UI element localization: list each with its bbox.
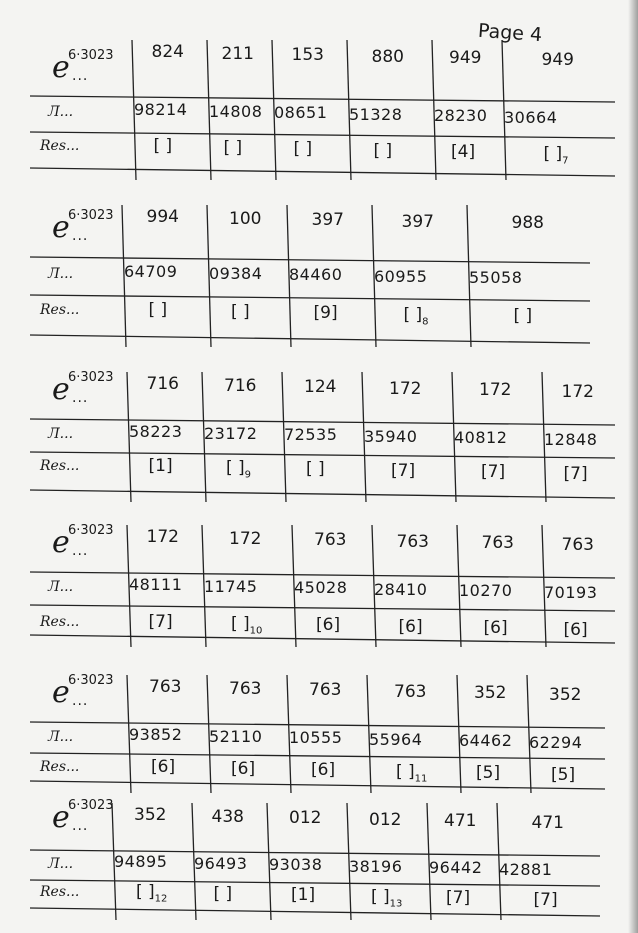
pi-digits-cell: 51328 — [349, 104, 403, 124]
result-cell — [231, 302, 250, 322]
result-cell — [374, 141, 393, 161]
result-index: 7 — [562, 154, 569, 166]
result-cell — [291, 885, 315, 905]
row-line — [30, 635, 615, 643]
column-header: 949 — [449, 48, 482, 68]
column-header: 012 — [289, 808, 322, 828]
e-dots: ... — [72, 228, 89, 244]
calc-block — [0, 525, 630, 675]
table-grid-lines — [0, 10, 630, 190]
pi-digits-cell: 64462 — [459, 731, 513, 750]
result-cell — [544, 144, 569, 166]
e-base-symbol: e — [52, 675, 70, 710]
column-header: 716 — [224, 375, 257, 396]
column-header: 763 — [394, 681, 427, 702]
calc-block — [0, 675, 630, 805]
pi-digits-cell: 23172 — [204, 423, 258, 443]
e-exponent: 6·3023 — [68, 48, 114, 63]
result-value: [6] — [316, 615, 341, 635]
column-header: 172 — [561, 381, 594, 402]
column-header: 471 — [444, 811, 477, 831]
result-cell — [391, 461, 415, 481]
result-value: [ ] — [403, 304, 423, 325]
pi-row-label: Л... — [48, 426, 74, 442]
result-value: [4] — [451, 142, 476, 162]
result-cell — [149, 300, 168, 320]
result-value: [ ] — [223, 137, 243, 158]
result-cell — [564, 464, 588, 484]
pi-digits-cell: 55964 — [369, 729, 423, 749]
pi-digits-cell: 58223 — [129, 422, 183, 441]
e-base-symbol: e — [52, 372, 70, 407]
e-dots: ... — [72, 390, 89, 406]
column-header: 763 — [314, 530, 347, 550]
result-value: [1] — [148, 456, 173, 476]
pi-digits-cell: 62294 — [529, 732, 583, 752]
row-line — [30, 335, 590, 343]
column-header: 352 — [549, 684, 582, 705]
result-value: [ ] — [306, 459, 325, 479]
e-base-symbol: e — [52, 800, 70, 835]
column-header: 172 — [389, 378, 422, 399]
result-cell — [231, 614, 262, 636]
pi-row-label: Л... — [48, 729, 74, 745]
result-value: [ ] — [396, 761, 415, 782]
pi-digits-cell: 11745 — [204, 576, 258, 596]
result-value: [6] — [483, 618, 508, 638]
e-base-symbol: e — [52, 525, 70, 560]
pi-digits-cell: 14808 — [209, 101, 263, 121]
pi-digits-cell: 28410 — [374, 579, 428, 599]
result-cell — [226, 458, 251, 480]
column-header: 716 — [146, 374, 179, 394]
pi-digits-cell: 72535 — [284, 425, 338, 444]
column-header: 763 — [396, 531, 429, 552]
pi-digits-cell: 38196 — [349, 856, 403, 876]
result-value: [ ] — [153, 136, 173, 156]
column-header: 172 — [479, 380, 512, 400]
pi-digits-cell: 08651 — [274, 103, 328, 122]
res-row-label: Res... — [40, 458, 80, 474]
e-base-symbol: e — [52, 50, 70, 85]
column-header: 988 — [511, 213, 544, 233]
column-header: 471 — [531, 812, 564, 833]
pi-digits-cell: 10555 — [289, 728, 343, 747]
result-index: 9 — [244, 468, 252, 480]
row-line — [30, 257, 590, 263]
row-line — [30, 753, 605, 759]
result-value: [6] — [398, 616, 423, 637]
result-cell — [149, 456, 173, 476]
result-value: [1] — [291, 885, 316, 905]
result-value: [ ] — [293, 139, 313, 159]
column-header: 153 — [291, 45, 324, 65]
row-line — [30, 452, 615, 458]
result-value: [7] — [533, 889, 558, 910]
result-cell — [151, 757, 175, 777]
result-cell — [224, 138, 243, 158]
result-value: [ ] — [213, 883, 233, 904]
result-cell — [481, 462, 505, 482]
calc-block — [0, 372, 630, 527]
result-cell — [231, 759, 255, 779]
pi-digits-cell: 64709 — [124, 262, 178, 281]
pi-row-label: Л... — [48, 266, 74, 282]
pi-row-label: Л... — [48, 856, 74, 872]
pi-digits-cell: 28230 — [434, 106, 488, 125]
row-line — [30, 96, 615, 102]
result-cell — [371, 887, 402, 909]
result-index: 12 — [154, 893, 168, 905]
result-cell — [404, 305, 429, 327]
pi-digits-cell: 35940 — [364, 426, 418, 446]
pi-digits-cell: 40812 — [454, 428, 508, 447]
result-value: [6] — [563, 619, 588, 640]
result-value: [7] — [148, 612, 173, 632]
result-cell — [446, 888, 470, 908]
e-dots: ... — [72, 543, 89, 559]
pi-digits-cell: 45028 — [294, 578, 348, 597]
result-value: [7] — [563, 463, 588, 484]
pi-digits-cell: 98214 — [134, 100, 188, 119]
e-exponent: 6·3023 — [68, 673, 114, 688]
page-label: Page 4 — [477, 19, 543, 47]
result-value: [6] — [231, 758, 256, 779]
column-header: 012 — [369, 809, 402, 830]
result-cell — [514, 306, 533, 326]
row-line — [30, 132, 615, 138]
pi-digits-cell: 09384 — [209, 263, 263, 283]
result-value: [ ] — [543, 143, 563, 164]
column-header: 880 — [371, 46, 404, 67]
res-row-label: Res... — [40, 884, 80, 900]
calc-block — [0, 195, 630, 375]
result-cell — [306, 459, 325, 479]
row-line — [30, 605, 615, 611]
result-cell — [149, 612, 173, 632]
row-line — [30, 295, 590, 301]
pi-digits-cell: 52110 — [209, 726, 263, 746]
pi-digits-cell: 84460 — [289, 265, 343, 284]
result-index: 10 — [249, 624, 263, 636]
column-header: 949 — [541, 49, 574, 70]
e-dots: ... — [72, 68, 89, 84]
result-cell — [399, 617, 423, 637]
result-value: [7] — [446, 888, 471, 908]
result-value: [ ] — [231, 613, 250, 634]
result-value: [9] — [313, 303, 338, 323]
pi-row-label: Л... — [48, 104, 74, 120]
column-header: 763 — [561, 534, 594, 555]
column-header: 763 — [149, 677, 182, 697]
row-line — [30, 168, 615, 176]
result-value: [6] — [311, 760, 336, 780]
e-exponent: 6·3023 — [68, 798, 114, 813]
result-value: [6] — [151, 757, 176, 777]
result-cell — [396, 762, 427, 784]
result-index: 11 — [414, 772, 428, 784]
e-exponent: 6·3023 — [68, 523, 114, 538]
e-exponent: 6·3023 — [68, 208, 114, 223]
column-header: 763 — [309, 680, 342, 700]
result-cell — [534, 890, 558, 910]
pi-digits-cell: 30664 — [504, 107, 558, 127]
column-header: 397 — [311, 210, 344, 230]
column-header: 211 — [221, 43, 254, 64]
result-value: [5] — [476, 763, 501, 783]
pi-digits-cell: 48111 — [129, 575, 183, 594]
result-cell — [484, 618, 508, 638]
column-header: 763 — [229, 678, 262, 699]
result-value: [7] — [481, 462, 506, 482]
result-index: 8 — [422, 315, 429, 327]
pi-digits-cell: 93852 — [129, 725, 183, 744]
column-header: 824 — [151, 42, 184, 62]
res-row-label: Res... — [40, 614, 80, 630]
pi-digits-cell: 10270 — [459, 581, 513, 600]
column-header: 438 — [211, 806, 244, 827]
calc-block — [0, 10, 630, 190]
pi-digits-cell: 94895 — [114, 852, 168, 871]
column-header: 352 — [134, 805, 167, 825]
e-base-symbol: e — [52, 210, 70, 245]
result-value: [7] — [391, 460, 416, 481]
result-cell — [564, 620, 588, 640]
pi-row-label: Л... — [48, 579, 74, 595]
res-row-label: Res... — [40, 302, 80, 318]
column-header: 763 — [481, 533, 514, 553]
result-cell — [154, 136, 173, 156]
pi-digits-cell: 96493 — [194, 853, 248, 873]
calc-block — [0, 798, 630, 928]
row-line — [30, 490, 615, 498]
result-cell — [314, 303, 338, 323]
column-header: 352 — [474, 683, 507, 703]
result-value: [ ] — [371, 886, 390, 907]
result-cell — [316, 615, 340, 635]
column-header: 172 — [229, 528, 262, 549]
result-cell — [214, 884, 233, 904]
result-cell — [451, 142, 475, 162]
pi-digits-cell: 96442 — [429, 858, 483, 877]
result-value: [ ] — [136, 882, 155, 902]
result-cell — [311, 760, 335, 780]
row-line — [30, 781, 605, 789]
result-value: [ ] — [373, 140, 393, 161]
e-exponent: 6·3023 — [68, 370, 114, 385]
pi-digits-cell: 55058 — [469, 268, 523, 287]
column-header: 397 — [401, 211, 434, 232]
e-dots: ... — [72, 818, 89, 834]
result-value: [5] — [551, 764, 576, 785]
pi-digits-cell: 70193 — [544, 582, 598, 602]
result-value: [ ] — [226, 457, 245, 478]
pi-digits-cell: 42881 — [499, 859, 553, 879]
column-header: 124 — [304, 377, 337, 397]
result-value: [ ] — [513, 306, 533, 326]
pi-digits-cell: 60955 — [374, 266, 428, 286]
res-row-label: Res... — [40, 138, 80, 154]
e-dots: ... — [72, 693, 89, 709]
result-cell — [294, 139, 313, 159]
result-value: [ ] — [231, 301, 250, 322]
pi-digits-cell: 12848 — [544, 429, 598, 449]
result-cell — [476, 763, 500, 783]
column-header: 172 — [146, 527, 179, 547]
result-cell — [136, 882, 167, 904]
result-cell — [551, 765, 575, 785]
result-index: 13 — [389, 897, 403, 909]
column-header: 100 — [229, 208, 262, 229]
result-value: [ ] — [148, 300, 168, 320]
pi-digits-cell: 93038 — [269, 855, 323, 874]
res-row-label: Res... — [40, 759, 80, 775]
column-header: 994 — [146, 207, 179, 227]
